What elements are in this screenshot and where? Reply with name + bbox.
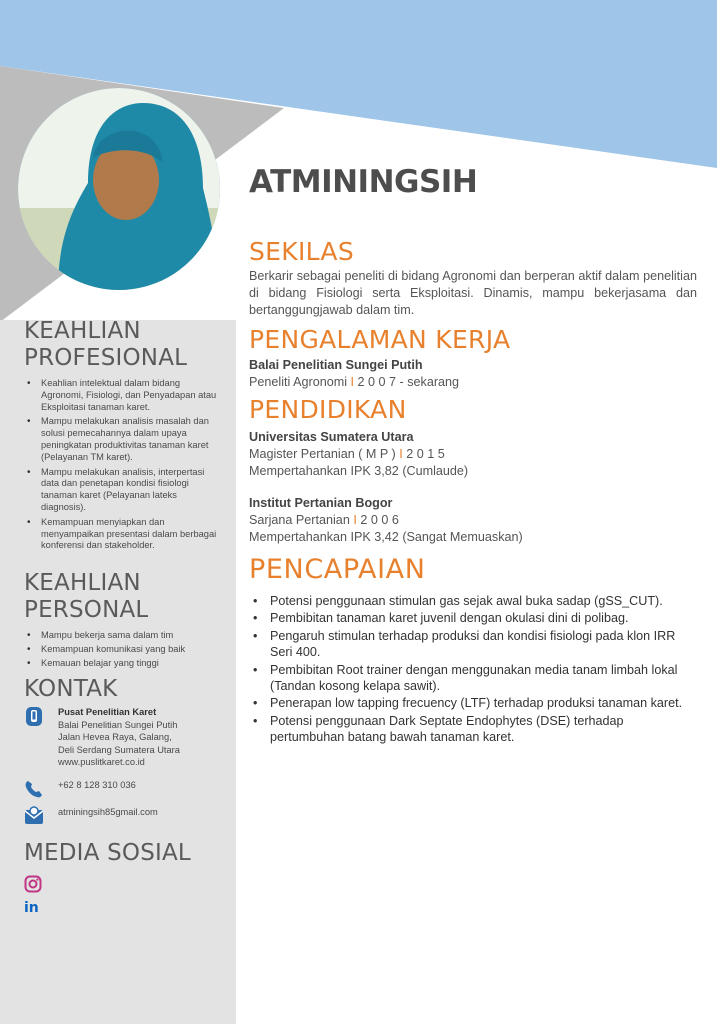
phone-icon [24,779,44,799]
experience-role: Peneliti Agronomi [249,375,348,389]
experience-heading: PENGALAMAN KERJA [249,325,511,354]
social-heading-wrap [24,840,224,867]
email-icon [24,805,44,825]
list-item: • Mampu melakukan analisis, interpertasi data dan penetapan kondisi fisiologi tanaman karet (Pelayanan lateks diagnosis). [24,467,224,514]
experience-org: Balai Penelitian Sungei Putih [249,358,423,372]
education-item [249,495,697,546]
phone-device-icon [24,706,44,726]
list-item: • Mampu melakukan analisis masalah dan solusi pemecahannya dalam upaya peningkatan produktivitas tanaman karet (Pelayanan TM karet). [24,416,224,463]
list-item: • Kemauan belajar yang tinggi [24,658,224,670]
heading-line: PROFESIONAL [24,345,188,371]
contact-address [24,706,224,770]
professional-skills-heading [24,318,224,372]
list-item: • Penerapan low tapping frecuency (LTF) terhadap produksi tanaman karet. [253,695,693,711]
list-item: • Keahlian intelektual dalam bidang Agronomi, Fisiologi, dan Penyadapan atau Eksploitasi tanaman karet. [24,378,224,413]
education-item [249,429,697,480]
separator: I [353,513,357,527]
education-ipk: Mempertahankan IPK 3,42 (Sangat Memuaskan) [249,530,523,544]
education-school: Universitas Sumatera Utara [249,430,414,444]
education-heading: PENDIDIKAN [249,395,407,424]
list-item: • Potensi penggunaan stimulan gas sejak awal buka sadap (gSS_CUT). [253,593,693,609]
address-block [58,706,180,769]
heading-line: KEAHLIAN [24,318,141,344]
education-ipk: Mempertahankan IPK 3,82 (Cumlaude) [249,464,469,478]
phone-number[interactable]: +62 8 128 310 036 [58,780,136,790]
education-year: 2 0 0 6 [360,513,399,527]
address-line: Jalan Hevea Raya, Galang, [58,732,172,743]
contact-heading: KONTAK [24,676,118,702]
list-item: • Mampu bekerja sama dalam tim [24,630,224,642]
education-year: 2 0 1 5 [406,447,445,461]
contact-heading-wrap [24,676,224,703]
professional-skills-section [24,318,224,552]
contact-phone [24,779,224,799]
list-item: • Pembibitan tanaman karet juvenil dengan okulasi dini di polibag. [253,610,693,626]
list-item: • Kemampuan menyiapkan dan menyampaikan presentasi dalam berbagai konferensi dan stakeholder. [24,517,224,552]
list-item: • Pengaruh stimulan terhadap produksi dan kondisi fisiologi pada klon IRR Seri 400. [253,628,693,661]
list-item: • Potensi penggunaan Dark Septate Endophytes (DSE) terhadap pertumbuhan batang bawah tanaman karet. [253,713,693,746]
education-school: Institut Pertanian Bogor [249,496,393,510]
experience-period: 2 0 0 7 - sekarang [357,375,460,389]
professional-skills-list [24,378,224,552]
instagram-icon[interactable] [24,875,42,893]
personal-skills-section [24,570,224,669]
address-line: Deli Serdang Sumatera Utara [58,744,180,755]
website-link[interactable]: www.puslitkaret.co.id [58,757,145,768]
social-heading: MEDIA SOSIAL [24,840,191,866]
heading-line: KEAHLIAN [24,570,141,596]
personal-skills-list [24,630,224,669]
separator: I [350,375,355,389]
list-item: • Kemampuan komunikasi yang baik [24,644,224,656]
separator: I [399,447,403,461]
achievements-heading: PENCAPAIAN [249,554,426,585]
address-line: Balai Penelitian Sungei Putih [58,719,178,730]
contact-email [24,805,224,827]
education-degree: Magister Pertanian ( M P ) [249,447,396,461]
summary-text: Berkarir sebagai peneliti di bidang Agronomi dan berperan aktif dalam penelitian di bidang Fisiologi serta Eksploitasi. Dinamis, mampu bekerjasama dan bertanggungjawab dalam tim. [249,269,697,317]
education-degree: Sarjana Pertanian [249,513,350,527]
summary-heading: SEKILAS [249,237,355,266]
page-title: ATMININGSIH [249,164,478,200]
profile-photo [18,88,220,290]
linkedin-icon[interactable]: in [24,900,39,916]
experience-item [249,357,697,391]
list-item: • Pembibitan Root trainer dengan menggunakan media tanam limbah lokal (Tandan kosong kelapa sawit). [253,662,693,695]
heading-line: PERSONAL [24,597,149,623]
address-title: Pusat Penelitian Karet [58,707,157,717]
achievements-list [253,593,693,746]
email-address[interactable]: atminingsih85gmail.com [58,807,158,817]
personal-skills-heading [24,570,224,624]
